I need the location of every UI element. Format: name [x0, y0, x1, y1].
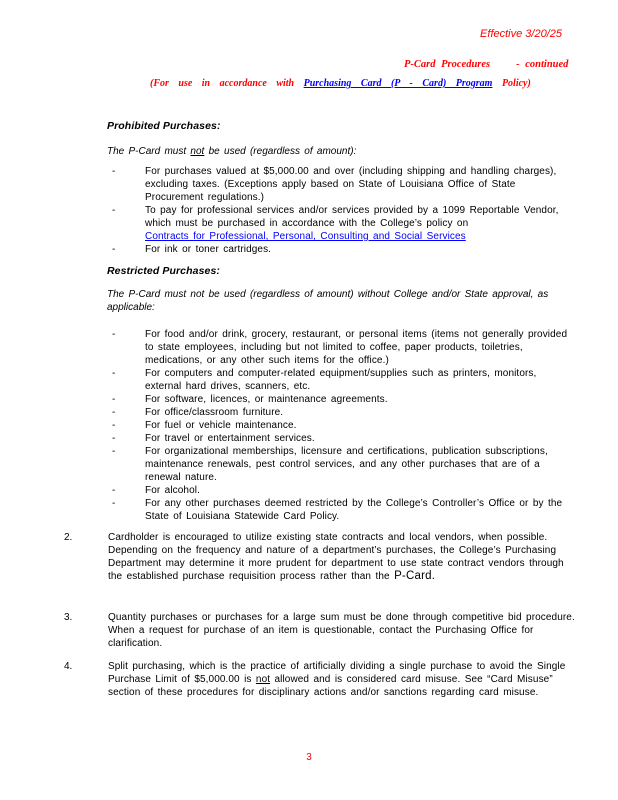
- bullet-text: For travel or entertainment services.: [145, 433, 315, 444]
- bullet-text: For purchases valued at $5,000.00 and over (including shipping and handling charges), excluding taxes. (Exceptions apply based on State of Louisiana Office of State Procurement regulations.): [145, 166, 557, 203]
- list-item: [112, 393, 574, 406]
- list-item: [112, 497, 574, 523]
- prohibited-purchases-heading: Prohibited Purchases:: [107, 120, 221, 132]
- doc-subtitle: [150, 78, 531, 89]
- doc-subtitle-pre: (For use in accordance with: [150, 78, 295, 89]
- list-item: [112, 484, 574, 497]
- bullet-dash: -: [112, 420, 116, 431]
- purchasing-card-program-policy-link[interactable]: Purchasing Card (P - Card) Program: [303, 78, 493, 89]
- prohibited-intro-underlined: not: [190, 146, 205, 157]
- bullet-dash: -: [112, 446, 116, 457]
- list-item: [112, 204, 574, 243]
- bullet-text: For any other purchases deemed restricted by the College’s Controller’s Office or by the State of Louisiana Statewide Card Policy.: [145, 498, 563, 522]
- bullet-dash: -: [112, 433, 116, 444]
- item-2-pcard-suffix: P-Card.: [394, 570, 436, 582]
- doc-subtitle-post: Policy): [501, 78, 531, 89]
- item-4-pre: Split purchasing, which is the practice of artificially dividing a single purchase to avoid the Single Purchase Limit of $5,000.00 is: [108, 661, 566, 685]
- page-number: 3: [306, 752, 312, 763]
- bullet-dash: -: [112, 394, 116, 405]
- bullet-dash: -: [112, 407, 116, 418]
- prohibited-intro-pre: The P-Card must: [107, 146, 191, 157]
- item-text: Quantity purchases or purchases for a large sum must be done through competitive bid procedure. When a request for purchase of an item is questionable, contact the Purchasing Office for clarification.: [108, 612, 575, 649]
- item-number: 4.: [64, 661, 73, 672]
- item-text: [108, 660, 578, 699]
- bullet-dash: -: [112, 485, 116, 496]
- item-number: 2.: [64, 532, 73, 543]
- bullet-dash: -: [112, 205, 116, 216]
- prohibited-intro-post: be used (regardless of amount):: [204, 146, 357, 157]
- bullet-dash: -: [112, 368, 116, 379]
- bullet-text: For food and/or drink, grocery, restaurant, or personal items (items not generally provided to state employees, including but not limited to coffee, paper products, toiletries, medications, or any other such items for the office.): [145, 329, 568, 366]
- doc-title: [404, 59, 568, 70]
- item-4-underlined: not: [255, 674, 271, 685]
- bullet-text-segment: To pay for professional services and/or services provided by a 1099 Reportable Vendor, which must be purchased in accordance with the College’s policy on: [145, 205, 559, 229]
- effective-date: Effective 3/20/25: [480, 28, 562, 40]
- list-item: [112, 367, 574, 393]
- item-2-body: Cardholder is encouraged to utilize existing state contracts and local vendors, when possible. Depending on the frequency and nature of a department’s purchases, the College’s Purchasing Department may determine it more prudent for department to use state contract vendors through the established purchase requisition process rather than the: [108, 532, 564, 582]
- contracts-services-policy-link[interactable]: Contracts for Professional, Personal, Consulting and Social Services: [145, 231, 466, 242]
- bullet-text: [145, 204, 574, 243]
- prohibited-bullet-list: [112, 165, 574, 256]
- bullet-dash: -: [112, 498, 116, 509]
- bullet-text: For ink or toner cartridges.: [145, 244, 272, 255]
- list-item: [112, 419, 574, 432]
- bullet-dash: -: [112, 329, 116, 340]
- item-text: [108, 531, 578, 583]
- bullet-text: For fuel or vehicle maintenance.: [145, 420, 297, 431]
- bullet-dash: -: [112, 244, 116, 255]
- bullet-text: For office/classroom furniture.: [145, 407, 284, 418]
- list-item: [112, 165, 574, 204]
- restricted-purchases-intro: The P-Card must not be used (regardless of amount) without College and/or State approval, as applicable:: [107, 289, 549, 313]
- bullet-text: For organizational memberships, licensure and certifications, publication subscriptions, maintenance renewals, pest control services, and any other purchases that are of a renewal nature.: [145, 446, 548, 483]
- bullet-dash: -: [112, 166, 116, 177]
- list-item: [112, 328, 574, 367]
- item-number: 3.: [64, 612, 73, 623]
- numbered-item-2: [64, 531, 578, 583]
- numbered-item-4: [64, 660, 578, 699]
- doc-title-suffix: - continued: [516, 59, 569, 70]
- prohibited-purchases-intro: [107, 145, 577, 158]
- list-item: [112, 432, 574, 445]
- item-4-post: allowed and is considered card misuse. See “Card Misuse” section of these procedures for disciplinary actions and/or sanctions regarding card misuse.: [108, 674, 553, 698]
- restricted-purchases-heading: Restricted Purchases:: [107, 265, 220, 277]
- doc-title-main: P-Card Procedures: [404, 59, 491, 70]
- list-item: [112, 445, 574, 484]
- bullet-text: For software, licences, or maintenance agreements.: [145, 394, 388, 405]
- bullet-text: For alcohol.: [145, 485, 200, 496]
- bullet-text: For computers and computer-related equipment/supplies such as printers, monitors, external hard drives, scanners, etc.: [145, 368, 537, 392]
- list-item: [112, 243, 574, 256]
- list-item: [112, 406, 574, 419]
- numbered-item-3: [64, 611, 578, 650]
- restricted-bullet-list: [112, 328, 574, 523]
